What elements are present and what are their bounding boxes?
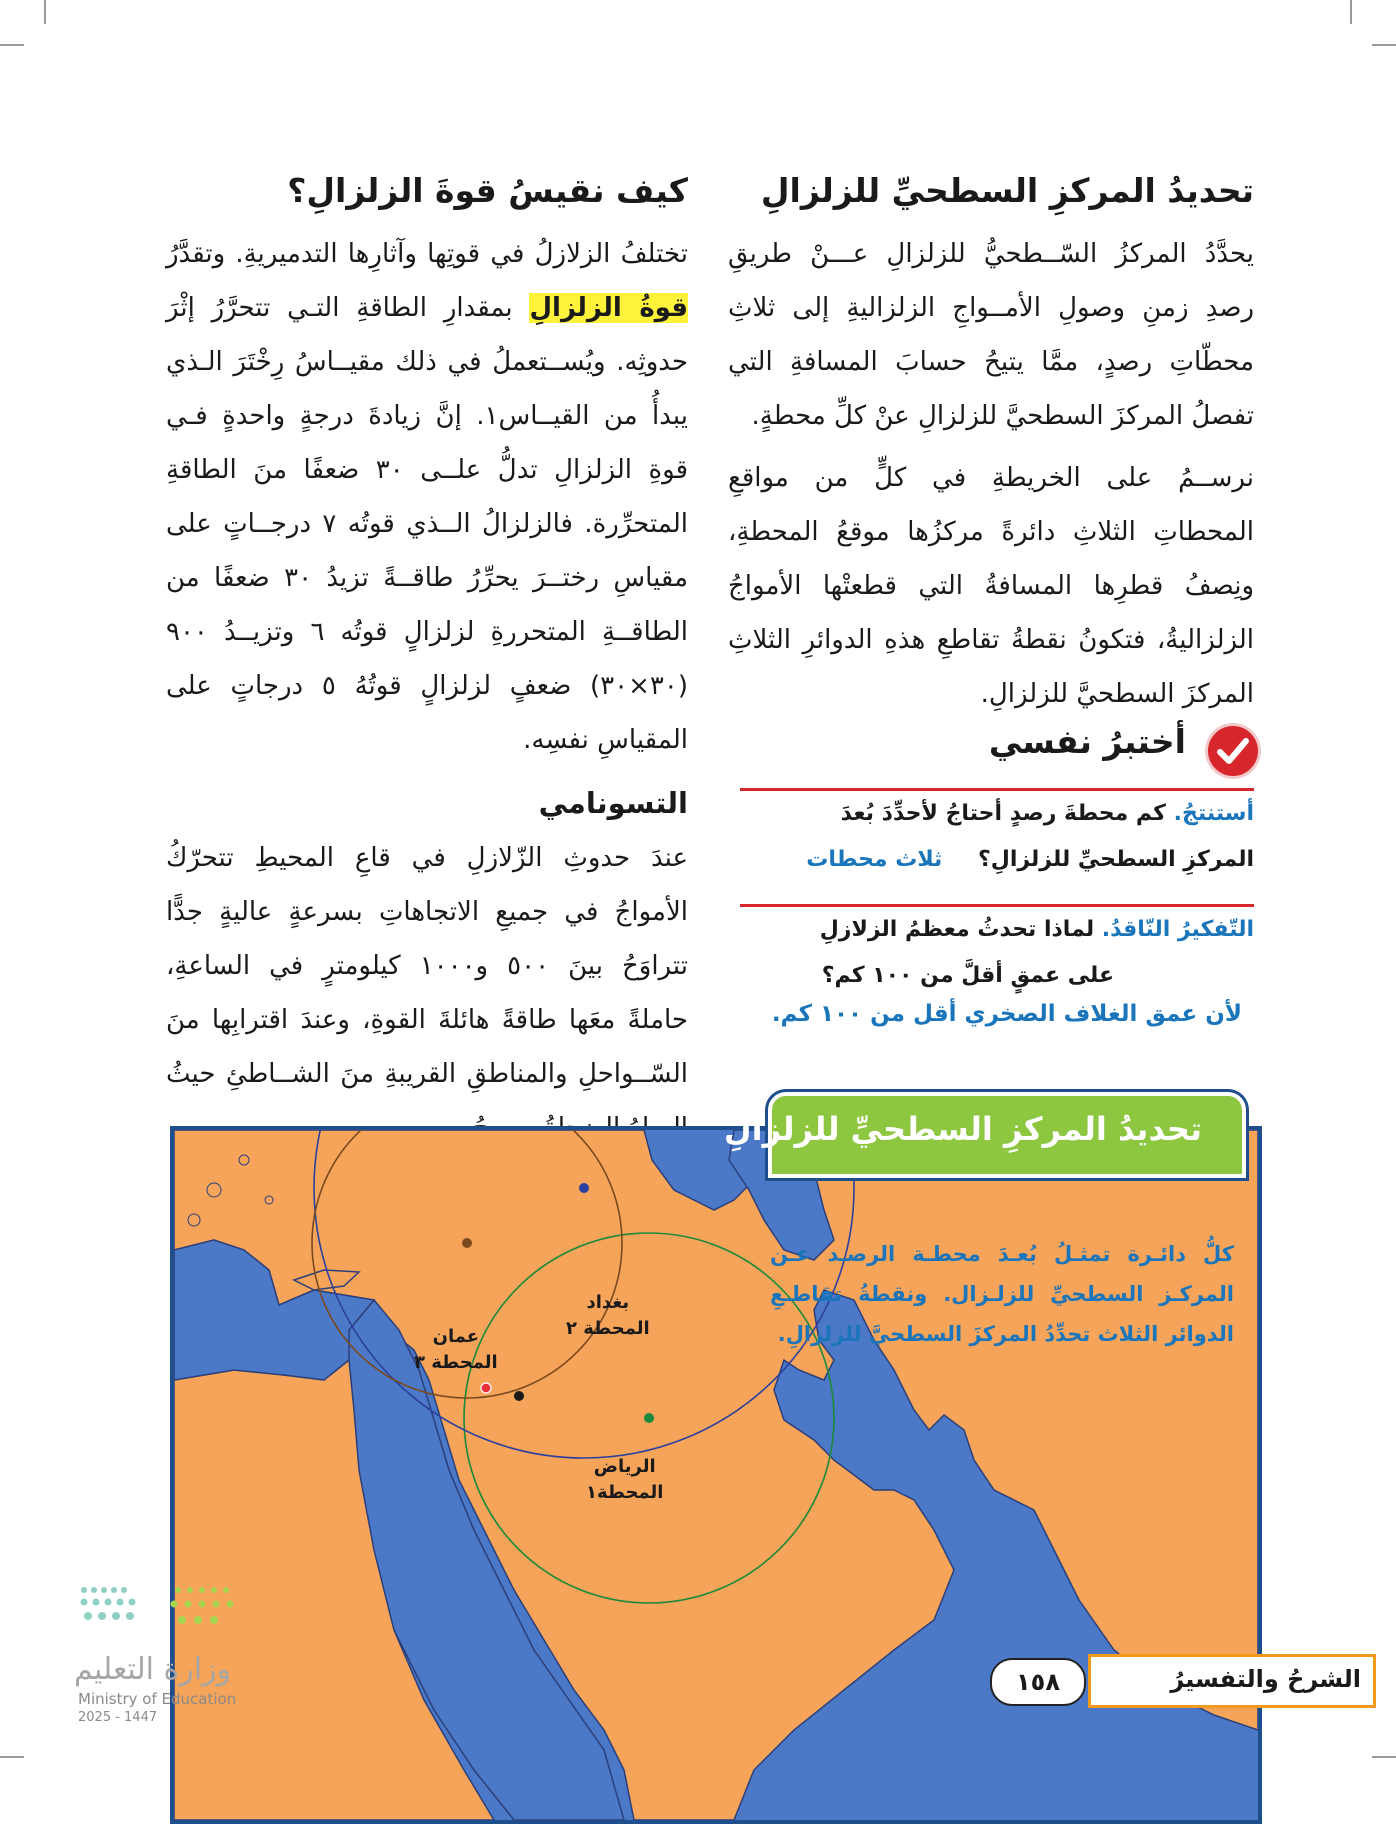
island [188,1214,200,1226]
station-1-name: المحطة١ [586,1482,664,1503]
magnitude-text-start: تختلفُ الزلازلُ في قوتِها وآثارِها التدميريةِ. وتقدَّرُ [166,238,688,269]
right-column [728,170,1254,729]
figure-title-tab [723,1092,1246,1178]
station-1-label [586,1454,663,1506]
city-dot [514,1391,524,1401]
station-1-dot [644,1413,654,1423]
section-name: الشرحُ والتفسيرُ [1170,1665,1361,1693]
epicenter-heading: تحديدُ المركزِ السطحيِّ للزلزالِ [760,171,1254,210]
question-infer-line-1 [740,791,1254,837]
island [239,1155,249,1165]
logo-english-text: Ministry of Education [78,1690,237,1708]
left-column [166,170,688,1163]
logo-years-text: 2025 - 1447 [78,1710,158,1725]
epicenter-paragraph-2: نرســمُ على الخريطةِ في كلٍّ من مواقعِ المحطاتِ الثلاثِ دائرةً مركزُها موقعُ المحطةِ، ونِصفُ قطرِها المسافةُ التي قطعتْها الأمواجُ الزلزاليةُ، فتكونُ نقطةُ تقاطعِ هذهِ الدوائرِ الثلاثِ المركزَ السطحيَّ للزلزالِ. [728,462,1254,709]
station-3-city: عمان [432,1326,480,1347]
question-critical-thinking [740,904,1254,1047]
station-2-dot [579,1183,589,1193]
question-critical-label: التّفكيرُ النّاقدُ. [1101,917,1254,942]
question-infer-text-2: المركزِ السطحيِّ للزلزالِ؟ [977,847,1254,872]
crop-mark [1350,0,1352,24]
map-caption: كلُّ دائـرة تمثـلُ بُعـدَ محطـة الرصـد عـن المركـز السطحيِّ للزلـزال. ونقطةُ تقاطـعِ الدوائر الثلاث تحدِّدُ المركزَ السطحيَّ للزلزالِ. [770,1242,1234,1346]
tsunami-heading: التسونامي [538,785,688,820]
crop-mark [1372,44,1396,46]
island [207,1183,221,1197]
question-infer-label: أستنتجُ. [1173,801,1254,826]
magnitude-highlight-term: قوةُ الزلزالِ [529,292,689,323]
epicenter-marker [481,1383,491,1393]
station-1-city: الرياض [593,1456,656,1477]
station-2-label [566,1290,650,1342]
self-check-title: أختبرُ نفسي [988,722,1186,761]
island [265,1196,273,1204]
question-critical-answer-line [740,999,1254,1029]
figure-title: تحديدُ المركزِ السطحيِّ للزلزالِ [723,1110,1202,1148]
logo-dots-icon [78,1580,258,1650]
page-number: ١٥٨ [990,1658,1086,1706]
crop-mark [0,44,24,46]
logo-arabic-text: وزارة التعليم [74,1652,232,1687]
question-critical-text: لماذا تحدثُ معظمُ الزلازلِ [819,917,1095,942]
epicenter-paragraph-1: يحدَّدُ المركزُ السّــطحيُّ للزلزالِ عـــنْ طريقِ رصدِ زمنِ وصولِ الأمــواجِ الزلزاليةِ إلى ثلاثِ محطّاتِ رصدٍ، ممَّا يتيحُ حسابَ المسافةِ التي تفصلُ المركزَ السطحيَّ للزلزالِ عنْ كلِّ محطةٍ. [728,238,1254,431]
crop-mark [44,0,46,24]
crop-mark [0,1756,24,1758]
station-2-city: بغداد [586,1292,630,1313]
question-critical-line-1 [740,907,1254,953]
station-3-name: المحطة ٣ [414,1352,498,1373]
question-infer-answer: ثلاث محطات [806,847,943,872]
self-check-header [900,722,1258,782]
magnitude-heading: كيف نقيسُ قوةَ الزلزالِ؟ [287,171,688,210]
tsunami-paragraph: عندَ حدوثِ الزّلازلِ في قاعِ المحيطِ تتحرّكُ الأمواجُ في جميعِ الاتجاهاتِ بسرعةٍ عاليةٍ جدًّا تتراوَحُ بينَ ٥٠٠ و١٠٠٠ كيلومترٍ في الساعةِ، حاملةً معَها طاقةً هائلةَ القوةِ، وعندَ اقترابِها منَ السّــواحلِ والمناطقِ القريبةِ منَ الشــاطئِ حيثُ [166,842,688,1089]
station-2-name: المحطة ٢ [566,1318,650,1339]
magnitude-text-rest: بمقدارِ الطاقةِ التـي تتحرَّرُ إثْرَ حدوثِه. ويُســتعملُ في ذلك مقيــاسُ رِخْتَرَ الـذي يبدأُ من القيــاس١. إنَّ زيادةَ درجةٍ واحدةٍ فـي قوةِ الزلزالِ تدلُّ علــى ٣٠ ضعفًا منَ الطاقةِ المتحرِّرة. فالزلزالُ الــذي قوتُه ٧ درجــاتٍ على مقياسِ رختــرَ يحرِّرُ طاقــةً تزيدُ ٣٠ ضعفًا من الطاقــةِ المتحررةِ لزلزالٍ قوتُه ٦ وتزيــدُ ٩٠٠ (٣٠×٣٠) ضعفٍ لزلزالٍ قوتُهُ ٥ درجاتٍ على المقياسِ نفسِه. [166,292,688,755]
question-infer-text: كم محطةَ رصدٍ أحتاجُ لأحدِّدَ بُعدَ [840,801,1166,826]
magnitude-paragraph [166,227,688,767]
station-3-dot [462,1238,472,1248]
question-infer [740,788,1254,903]
section-bar [1088,1654,1376,1708]
station-3-label [414,1324,498,1376]
crop-mark [1372,1756,1396,1758]
epicenter-map [170,1126,1262,1824]
question-infer-line-2 [740,837,1254,883]
question-critical-answer: لأن عمق الغلاف الصخري أقل من ١٠٠ كم. [771,1001,1242,1027]
question-critical-line-2 [740,953,1254,999]
checkmark-icon [1208,726,1258,776]
page-footer [1016,1654,1376,1706]
question-critical-text-2: على عمقٍ أقلَّ من ١٠٠ كم؟ [821,963,1114,988]
ministry-logo [74,1580,274,1725]
